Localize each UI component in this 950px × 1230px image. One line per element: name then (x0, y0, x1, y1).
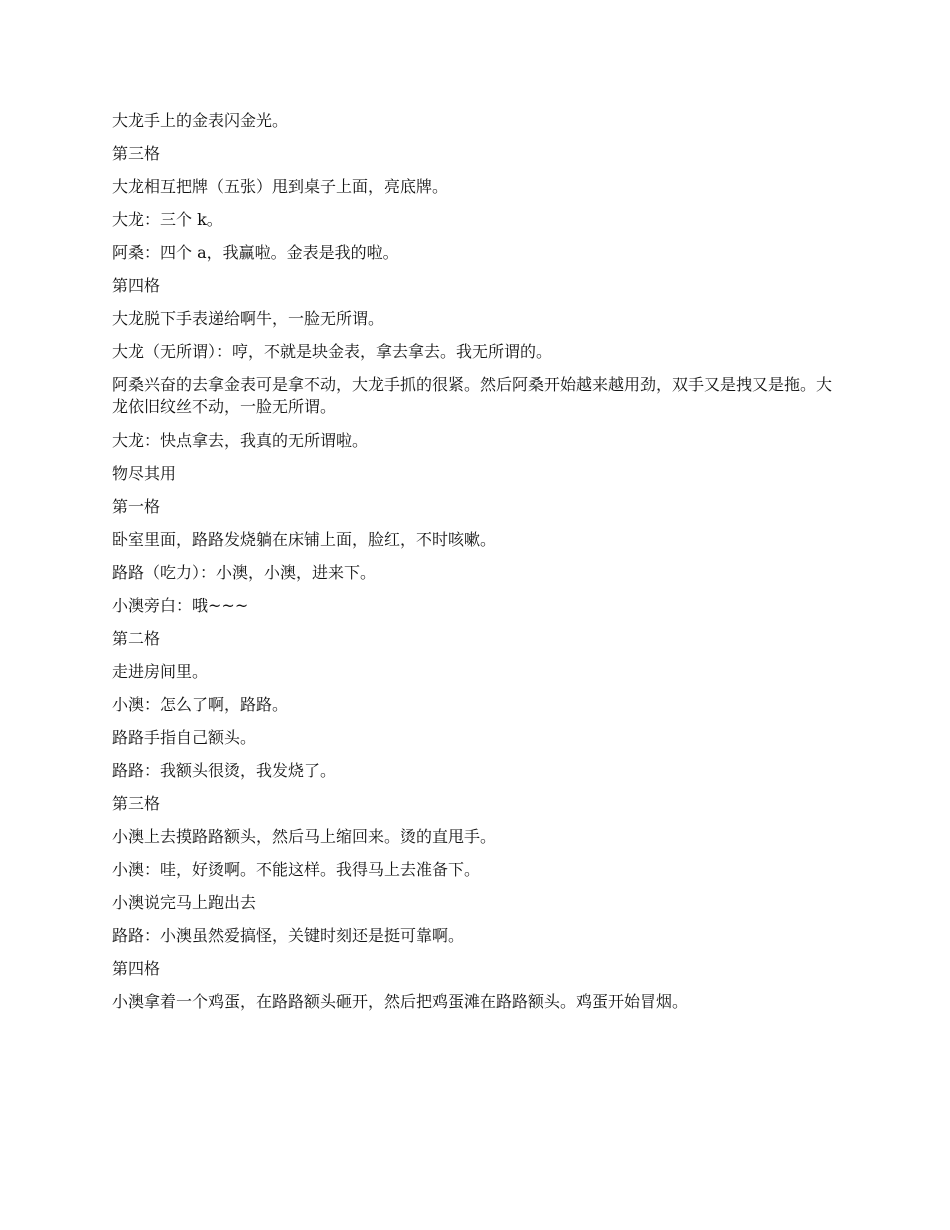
paragraph: 大龙相互把牌（五张）甩到桌子上面，亮底牌。 (112, 177, 449, 196)
dialogue-line: 阿桑：四个 a，我赢啦。金表是我的啦。 (112, 243, 399, 262)
paragraph: 阿桑兴奋的去拿金表可是拿不动，大龙手抓的很紧。然后阿桑开始越来越用劲，双手又是拽又是拖。大龙依旧纹丝不动，一脸无所谓。 (112, 375, 833, 416)
dialogue-line: 大龙（无所谓）：哼，不就是块金表，拿去拿去。我无所谓的。 (112, 342, 553, 361)
document-page (112, 110, 842, 1024)
panel-heading: 第四格 (112, 276, 161, 295)
paragraph: 卧室里面，路路发烧躺在床铺上面，脸红，不时咳嗽。 (112, 530, 497, 549)
dialogue-line: 路路：小澳虽然爱搞怪，关键时刻还是挺可靠啊。 (112, 926, 465, 945)
paragraph: 小澳说完马上跑出去 (112, 893, 257, 912)
dialogue-line: 路路：我额头很烫，我发烧了。 (112, 761, 337, 780)
paragraph: 小澳上去摸路路额头，然后马上缩回来。烫的直甩手。 (112, 827, 497, 846)
paragraph: 走进房间里。 (112, 662, 209, 681)
dialogue-line: 大龙：三个 k。 (112, 210, 223, 229)
dialogue-line: 小澳：哇，好烫啊。不能这样。我得马上去准备下。 (112, 860, 481, 879)
dialogue-line: 小澳：怎么了啊，路路。 (112, 695, 289, 714)
paragraph: 大龙脱下手表递给啊牛，一脸无所谓。 (112, 309, 385, 328)
paragraph: 小澳拿着一个鸡蛋，在路路额头砸开，然后把鸡蛋滩在路路额头。鸡蛋开始冒烟。 (112, 992, 689, 1011)
panel-heading: 第四格 (112, 959, 161, 978)
panel-heading: 第二格 (112, 629, 161, 648)
panel-heading: 第三格 (112, 794, 161, 813)
section-title: 物尽其用 (112, 464, 177, 483)
paragraph: 大龙手上的金表闪金光。 (112, 111, 289, 130)
paragraph: 路路手指自己额头。 (112, 728, 257, 747)
dialogue-line: 大龙：快点拿去，我真的无所谓啦。 (112, 431, 369, 450)
dialogue-line: 路路（吃力）：小澳，小澳，进来下。 (112, 563, 377, 582)
panel-heading: 第一格 (112, 497, 161, 516)
dialogue-line: 小澳旁白：哦~~~ (112, 596, 249, 615)
panel-heading: 第三格 (112, 144, 161, 163)
